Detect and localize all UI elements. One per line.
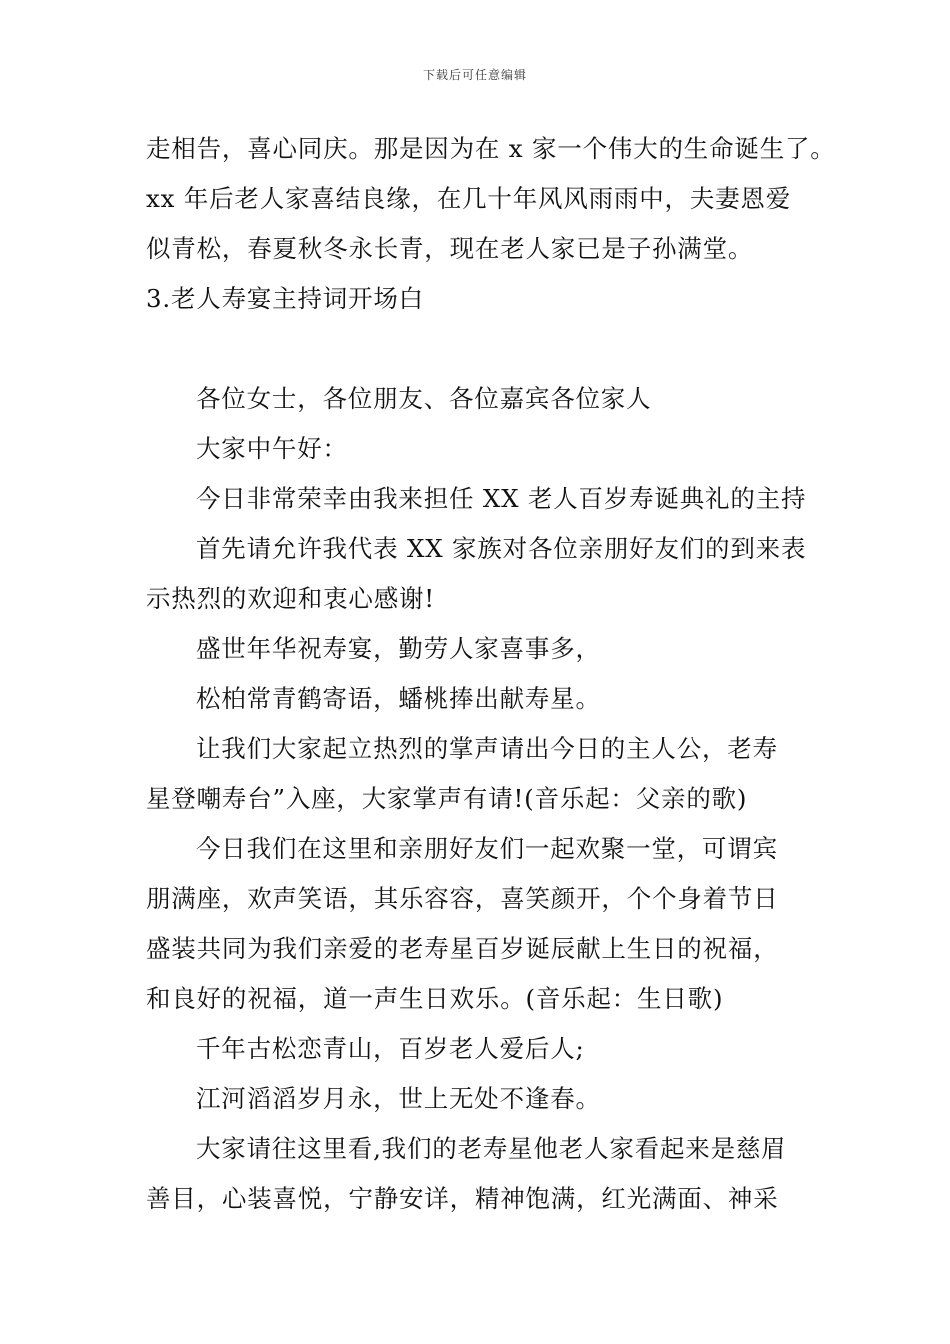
body-line: 大家请往这里看,我们的老寿星他老人家看起来是慈眉 [196,1134,787,1163]
body-line: 今日非常荣幸由我来担任 XX 老人百岁寿诞典礼的主持 [196,484,807,513]
body-line: 和良好的祝福，道一声生日欢乐。(音乐起：生日歌) [146,984,724,1013]
page-header: 下载后可任意编辑 [422,68,527,82]
body-line: 让我们大家起立热烈的掌声请出今日的主人公，老寿 [196,734,778,763]
body-line: 首先请允许我代表 XX 家族对各位亲朋好友们的到来表 [196,534,807,563]
body-line: xx 年后老人家喜结良缘，在几十年风风雨雨中，夫妻恩爱 [146,184,792,213]
body-line: 今日我们在这里和亲朋好友们一起欢聚一堂，可谓宾 [196,834,778,863]
body-line: 朋满座，欢声笑语，其乐容容，喜笑颜开，个个身着节日 [146,884,779,913]
body-line: 似青松，春夏秋冬永长青，现在老人家已是子孙满堂。 [146,234,754,263]
body-line: 盛装共同为我们亲爱的老寿星百岁诞辰献上生日的祝福， [146,934,779,963]
poem-line: 江河滔滔岁月永，世上无处不逢春。 [196,1084,601,1113]
body-line: 各位女士，各位朋友、各位嘉宾各位家人 [196,384,652,413]
body-line: 示热烈的欢迎和衷心感谢! [146,584,435,613]
body-line: 走相告，喜心同庆。那是因为在 x 家一个伟大的生命诞生了。 [146,134,836,163]
body-line: 善目，心装喜悦，宁静安详，精神饱满，红光满面、神采 [146,1184,779,1213]
poem-line: 盛世年华祝寿宴，勤劳人家喜事多， [196,634,601,663]
poem-line: 千年古松恋青山，百岁老人爱后人; [196,1034,585,1063]
body-line: 大家中午好： [196,434,348,463]
section-heading: 3.老人寿宴主持词开场白 [146,284,424,313]
body-line: 星登嘲寿台”入座，大家掌声有请!(音乐起：父亲的歌) [146,784,748,813]
poem-line: 松柏常青鹤寄语，蟠桃捧出献寿星。 [196,684,601,713]
